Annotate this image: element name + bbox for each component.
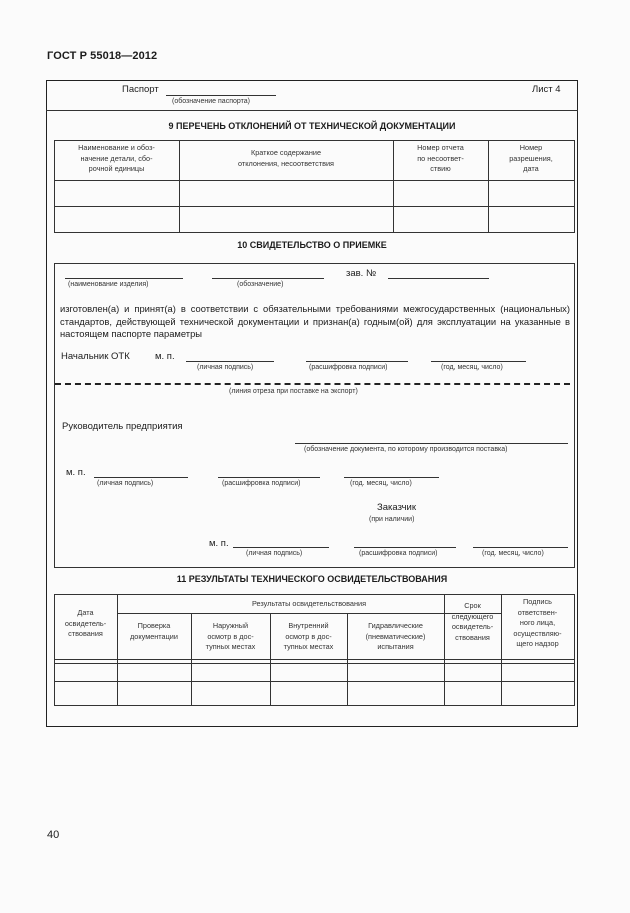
otk-decode-line[interactable] (306, 361, 408, 362)
signature-caption: (личная подпись) (197, 364, 254, 371)
customer-label: Заказчик (377, 502, 417, 513)
section10-title: 10 СВИДЕТЕЛЬСТВО О ПРИЕМКЕ (237, 240, 387, 250)
column-header: Номер отчета по несоответ- ствию (417, 143, 464, 173)
head-decode-line[interactable] (218, 477, 320, 478)
column-header: Дата освидетель- ствования (64, 608, 107, 638)
section9-title: 9 ПЕРЕЧЕНЬ ОТКЛОНЕНИЙ ОТ ТЕХНИЧЕСКОЙ ДОКУМЕНТАЦИИ (168, 121, 456, 131)
acceptance-paragraph: изготовлен(а) и принят(а) в соответствии с обязательными требованиями межгосударственных (национальных) стандартов, действующей технической документации и признан(а) годным(ой) для эксплуатации на указанные в настоящем паспорте параметры (60, 303, 570, 340)
product-name-line[interactable] (65, 278, 183, 279)
column-header: Номер разрешения, дата (509, 143, 553, 173)
column-header: Наружный осмотр в дос- тупных местах (205, 621, 256, 651)
head-signature-line[interactable] (94, 477, 188, 478)
sheet-number: Лист 4 (532, 84, 561, 95)
page-number: 40 (47, 829, 60, 841)
decode-caption: (расшифровка подписи) (309, 364, 388, 371)
passport-caption: (обозначение паспорта) (172, 98, 250, 105)
stamp-place: м. п. (155, 351, 175, 362)
passport-field-line[interactable] (166, 95, 276, 96)
column-header: Наименование и обоз- начение детали, сбо- рочной единицы (78, 143, 155, 173)
passport-label: Паспорт (122, 84, 159, 95)
otk-signature-line[interactable] (186, 361, 274, 362)
section11-title: 11 РЕЗУЛЬТАТЫ ТЕХНИЧЕСКОГО ОСВИДЕТЕЛЬСТВОВАНИЯ (176, 574, 448, 584)
column-header: Подпись ответствен- ного лица, осуществляю- щего надзор (513, 597, 562, 648)
customer-signature-line[interactable] (233, 547, 329, 548)
head-date-line[interactable] (344, 477, 439, 478)
designation-line[interactable] (212, 278, 324, 279)
column-header: Внутренний осмотр в дос- тупных местах (283, 621, 334, 651)
column-header: Проверка документации (130, 621, 178, 641)
signature-caption: (личная подпись) (97, 480, 154, 487)
product-caption: (наименование изделия) (68, 281, 149, 288)
group-header: Результаты освидетельствования (251, 599, 367, 608)
serial-label: зав. № (346, 268, 377, 279)
otk-date-line[interactable] (431, 361, 526, 362)
designation-caption: (обозначение) (237, 281, 284, 288)
stamp-place: м. п. (66, 467, 86, 478)
supply-document-line[interactable] (295, 443, 568, 444)
supply-document-caption: (обозначение документа, по которому производится поставка) (304, 446, 508, 453)
decode-caption: (расшифровка подписи) (359, 550, 438, 557)
signature-caption: (личная подпись) (246, 550, 303, 557)
date-caption: (год. месяц, число) (482, 550, 544, 557)
date-caption: (год, месяц, число) (441, 364, 503, 371)
stamp-place: м. п. (209, 538, 229, 549)
cut-line-caption: (линия отреза при поставке на экспорт) (229, 388, 358, 395)
date-caption: (год. месяц, число) (350, 480, 412, 487)
head-label: Руководитель предприятия (62, 421, 183, 432)
document-code: ГОСТ Р 55018—2012 (47, 50, 158, 62)
decode-caption: (расшифровка подписи) (222, 480, 301, 487)
divider (46, 110, 578, 111)
column-header: Срок следующего освидетель- ствования (451, 601, 494, 642)
cut-line (55, 383, 570, 385)
serial-number-line[interactable] (388, 278, 489, 279)
column-header: Гидравлические (пневматические) испытания (365, 621, 426, 651)
otk-label: Начальник ОТК (61, 351, 130, 362)
customer-date-line[interactable] (473, 547, 568, 548)
customer-note: (при наличии) (369, 516, 415, 523)
customer-decode-line[interactable] (354, 547, 456, 548)
column-header: Краткое содержание отклонения, несоответствия (238, 148, 334, 168)
